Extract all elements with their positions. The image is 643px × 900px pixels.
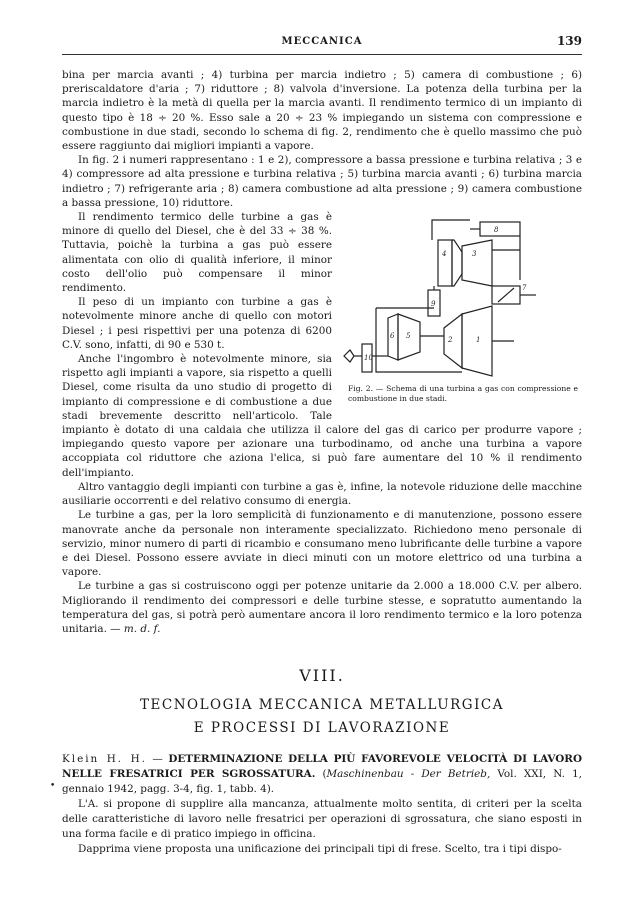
paragraph-text: Le turbine a gas si costruiscono oggi per potenze unitarie da 2.000 a 18.000 C.V. per albero. Migliorando il rendimento dei compressori e delle turbine stesse, e sopratutto aumentando la temperatura del gas, si potrà però aumentare ancora il loro rendimento termico e la loro potenza unitaria. — bbox=[62, 580, 582, 635]
figure-caption: Fig. 2. — Schema di una turbina a gas con compressione e combustione in due stadi. bbox=[348, 384, 578, 403]
figure-label: 3 bbox=[472, 250, 477, 259]
figure-label: 8 bbox=[494, 226, 499, 235]
paragraph: Altro vantaggio degli impianti con turbine a gas è, infine, la notevole riduzione delle macchine ausiliarie occorrenti e del relativo consumo di energia. bbox=[62, 480, 582, 508]
article-body bbox=[62, 68, 582, 636]
figure-label: 2 bbox=[448, 336, 453, 345]
article-title: DETERMINAZIONE DELLA PIÙ FAVOREVOLE VELOCITÀ DI LAVORO NELLE FRESATRICI PER SGROSSATURA. bbox=[62, 753, 582, 780]
propeller bbox=[344, 350, 354, 362]
source-details: Vol. XXI, N. 1, gennaio 1942, pagg. 3-4, fig. 1, tabb. 4). bbox=[62, 768, 582, 795]
source-open: ( bbox=[315, 768, 327, 780]
figure-label: 5 bbox=[406, 332, 411, 341]
paragraph: Dapprima viene proposta una unificazione dei principali tipi di frese. Scelto, tra i tipi dispo- bbox=[78, 843, 562, 855]
paragraph: Il peso di un impianto con turbine a gas è notevolmente minore anche di quello con motori Diesel ; i pesi rispettivi per una potenza di 6200 C.V. sono, infatti, di 90 e 530 t. bbox=[62, 296, 332, 351]
compressor-3 bbox=[462, 240, 492, 286]
section-title-line2: E PROCESSI DI LAVORAZIONE bbox=[193, 720, 451, 736]
abstract-heading bbox=[62, 752, 582, 797]
combustion-chamber-8 bbox=[480, 222, 520, 236]
paragraph: Il rendimento termico delle turbine a gas è minore di quello del Diesel, che è del 33 ÷ 38 %. Tuttavia, poichè la turbina a gas può essere alimentata con olio di qualità inferiore, il minor costo dell'olio può compensare il minor rendimento. bbox=[62, 211, 332, 295]
section-number: VIII. bbox=[299, 666, 345, 685]
margin-bullet: • bbox=[50, 781, 56, 791]
paragraph bbox=[62, 579, 582, 636]
dash: — bbox=[146, 753, 169, 765]
turbine-4-casing bbox=[438, 240, 452, 286]
turbine-schematic bbox=[342, 210, 582, 382]
paragraph: Anche l'ingombro è notevolmente minore, sia rispetto agli impianti a vapore, sia rispetto a quelli Diesel, come risulta da uno studio di progetto di impianto di compressione e di combustione a due stadi brevemente descritto nell'articolo. Tale impianto è dotato di una caldaia che utilizza il calore del gas di carico per produrre vapore ; impiegando questo vapore per azionare una turbodinamo, od anche una turbina a vapore accoppiata col riduttore che aziona l'elica, si può fare aumentare del 10 % il rendimento dell'impianto. bbox=[62, 353, 582, 479]
author: Klein H. H. bbox=[62, 753, 147, 765]
paragraph: In fig. 2 i numeri rappresentano : 1 e 2), compressore a bassa pressione e turbina relativa ; 3 e 4) compressore ad alta pressione e turbina relativa ; 5) turbina marcia avanti ; 6) turbina marcia indietro ; 7) refrigerante aria ; 8) camera combustione ad alta pressione ; 9) camera combustione a bassa pressione, 10) riduttore. bbox=[62, 154, 582, 209]
figure-label: 7 bbox=[522, 284, 527, 293]
section-title-line1: TECNOLOGIA MECCANICA METALLURGICA bbox=[140, 697, 504, 713]
turbine-2 bbox=[444, 314, 462, 368]
signature: m. d. f. bbox=[123, 622, 161, 635]
running-title: MECCANICA bbox=[281, 36, 363, 47]
abstract-entry bbox=[62, 752, 582, 857]
figure-label: 9 bbox=[431, 300, 436, 309]
page-number: 139 bbox=[556, 34, 582, 48]
figure-label: 1 bbox=[476, 336, 481, 345]
figure-label: 4 bbox=[442, 250, 447, 259]
running-header bbox=[62, 36, 582, 55]
pipe bbox=[432, 220, 470, 240]
figure-2 bbox=[342, 210, 582, 415]
figure-label: 6 bbox=[390, 332, 395, 341]
figure-label: 10 bbox=[364, 354, 373, 363]
compressor-4 bbox=[452, 240, 462, 286]
paragraph: Le turbine a gas, per la loro semplicità di funzionamento e di manutenzione, possono essere manovrate anche da personale non interamente specializzato. Richiedono meno personale di servizio, minor numero di parti di ricambio e consumano meno lubrificante delle turbine a vapore e dei Diesel. Possono essere avviate in dieci minuti con un motore elettrico od una turbina a vapore. bbox=[62, 509, 582, 579]
source-journal: Maschinenbau - Der Betrieb, bbox=[326, 768, 491, 780]
cooler-mark bbox=[498, 288, 514, 302]
paragraph: bina per marcia avanti ; 4) turbina per marcia indietro ; 5) camera di combustione ; 6) preriscaldatore d'aria ; 7) riduttore ; 8) valvola d'inversione. La potenza della turbina per la marcia indietro è la metà di quella per la marcia avanti. Il rendimento termico di un impianto di questo tipo è 18 ÷ 20 %. Esso sale a 20 ÷ 23 % impiegando un sistema con compressione e combustione in due stadi, secondo lo schema di fig. 2, rendimento che è quello massimo che può essere raggiunto dai migliori impianti a vapore. bbox=[62, 69, 582, 153]
paragraph: L'A. si propone di supplire alla mancanza, attualmente molto sentita, di criteri per la scelta delle caratteristiche di lavoro nelle fresatrici per operazioni di sgrossatura, che siano esposti in una forma facile e di pratico impiego in officina. bbox=[62, 798, 582, 840]
